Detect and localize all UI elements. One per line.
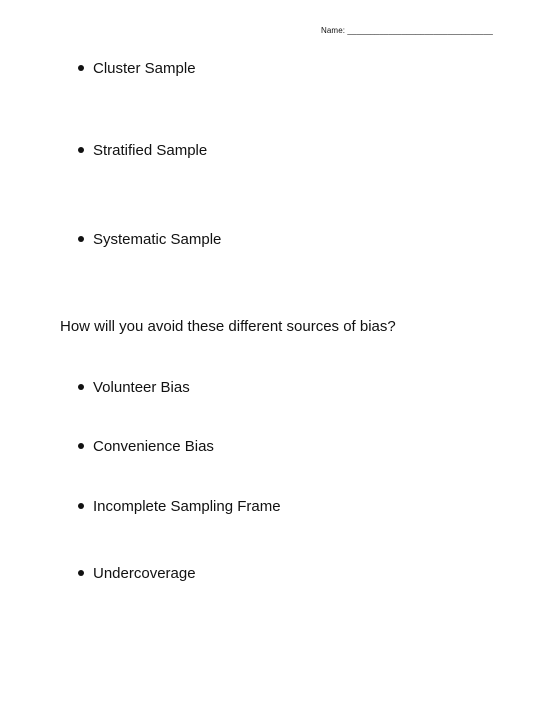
list-item-label: Stratified Sample	[93, 142, 208, 159]
list-item-volunteer-bias	[78, 379, 190, 397]
list-item-stratified-sample	[78, 142, 207, 160]
list-item-label: Systematic Sample	[93, 231, 222, 248]
list-item-label: Undercoverage	[93, 565, 196, 582]
bullet-icon	[78, 147, 84, 153]
bullet-icon	[78, 65, 84, 71]
bullet-icon	[78, 443, 84, 449]
list-item-systematic-sample	[78, 231, 221, 249]
bias-question: How will you avoid these different sources of bias?	[60, 318, 396, 335]
list-item-undercoverage	[78, 565, 196, 583]
list-item-label: Convenience Bias	[93, 438, 214, 455]
bullet-icon	[78, 570, 84, 576]
list-item-cluster-sample	[78, 60, 196, 78]
bullet-icon	[78, 384, 84, 390]
bullet-icon	[78, 503, 84, 509]
list-item-label: Cluster Sample	[93, 60, 196, 77]
list-item-label: Volunteer Bias	[93, 379, 190, 396]
bullet-icon	[78, 236, 84, 242]
list-item-label: Incomplete Sampling Frame	[93, 498, 281, 515]
list-item-convenience-bias	[78, 438, 214, 456]
name-field-label: Name: ________________________________	[321, 26, 493, 35]
list-item-incomplete-sampling-frame	[78, 498, 281, 516]
